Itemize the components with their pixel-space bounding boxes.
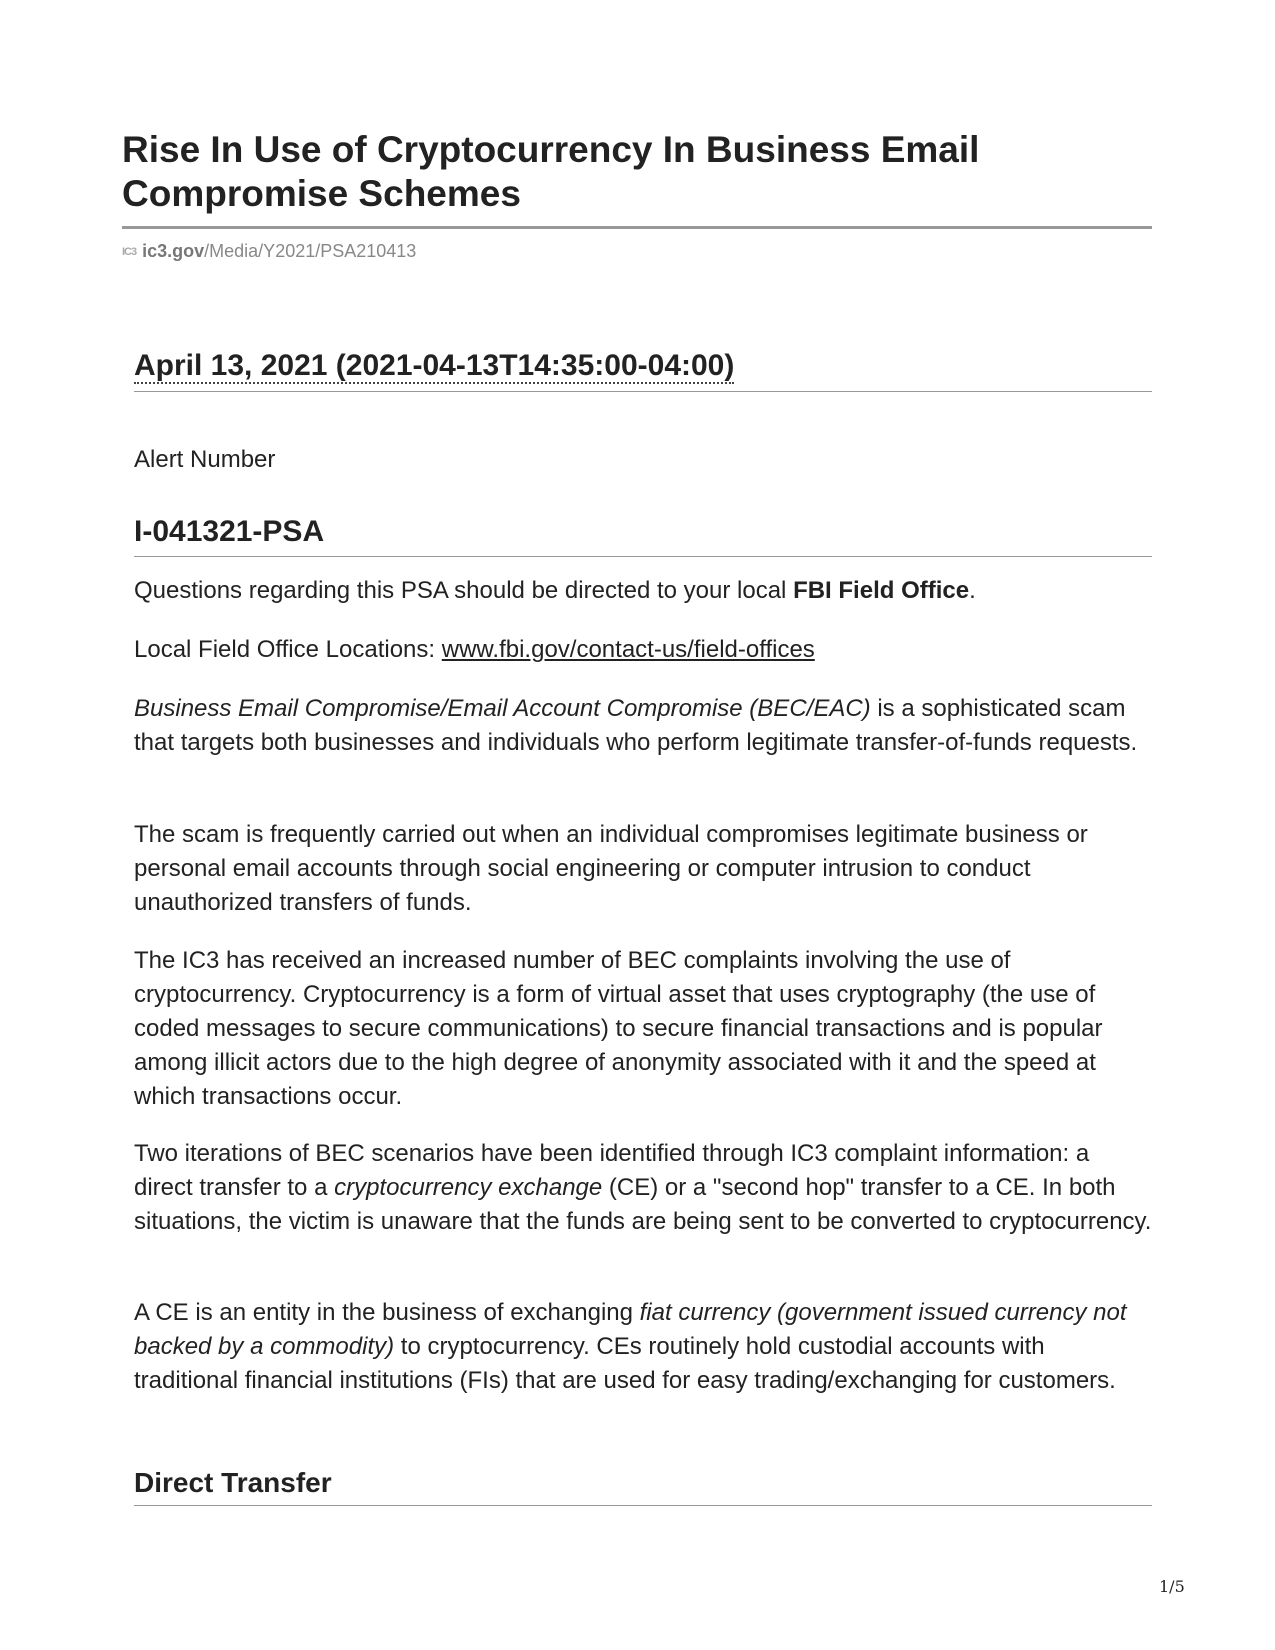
source-domain[interactable]: ic3.gov: [142, 241, 205, 261]
locations-text: Local Field Office Locations:: [134, 636, 442, 663]
questions-paragraph: [134, 574, 1152, 608]
questions-period: .: [969, 577, 976, 604]
iterations-paragraph: [134, 1137, 1152, 1239]
direct-transfer-divider: [134, 1505, 1152, 1506]
direct-transfer-heading: Direct Transfer: [134, 1467, 332, 1498]
alert-number-label: Alert Number: [134, 446, 276, 473]
date-divider: [134, 391, 1152, 392]
fbi-field-office-text: FBI Field Office: [793, 577, 970, 604]
field-offices-link[interactable]: www.fbi.gov/contact-us/field-offices: [441, 636, 815, 663]
ce-text: A CE is an entity in the business of exchanging: [134, 1299, 640, 1326]
article-title: Rise In Use of Cryptocurrency In Business Email Compromise Schemes: [122, 129, 980, 214]
scam-paragraph: The scam is frequently carried out when an individual compromises legitimate business or personal email accounts through social engineering or computer intrusion to conduct unauthorized transfers of funds.: [134, 821, 1088, 916]
iterations-text-end: (CE) or a "second hop" transfer to a CE. In both situations, the victim is unaware that the funds are being sent to be converted to cryptocurrency.: [134, 1174, 1152, 1235]
cryptocurrency-exchange-term: cryptocurrency exchange: [334, 1174, 603, 1201]
source-line: [122, 241, 416, 262]
bec-definition-paragraph: [134, 692, 1152, 760]
date-heading: [134, 349, 734, 383]
fiat-currency-term: fiat currency (government issued currency not backed by a commodity): [134, 1299, 1127, 1360]
questions-text: Questions regarding this PSA should be directed to your local: [134, 577, 794, 604]
locations-paragraph: [134, 633, 1152, 667]
date-abbr: April 13, 2021 (2021-04-13T14:35:00-04:00): [134, 349, 735, 382]
alert-divider: [134, 556, 1152, 557]
ic3-favicon-icon: IC3: [122, 245, 137, 258]
bec-term: Business Email Compromise/Email Account Compromise (BEC/EAC): [134, 695, 871, 722]
title-divider: [122, 226, 1152, 229]
source-path[interactable]: /Media/Y2021/PSA210413: [204, 241, 417, 261]
ce-text-end: to cryptocurrency. CEs routinely hold custodial accounts with traditional financial institutions (FIs) that are used for easy trading/exchanging for customers.: [134, 1333, 1116, 1394]
bec-definition-text: is a sophisticated scam that targets both businesses and individuals who perform legitimate transfer-of-funds requests.: [134, 695, 1138, 756]
alert-number: I-041321-PSA: [134, 515, 325, 548]
ic3-paragraph: The IC3 has received an increased number of BEC complaints involving the use of cryptocurrency. Cryptocurrency is a form of virtual asset that uses cryptography (the use of coded messages to secure communications) to secure financial transactions and is popular among illicit actors due to the high degree of anonymity associated with it and the speed at which transactions occur.: [134, 947, 1103, 1110]
ce-definition-paragraph: [134, 1296, 1152, 1398]
page-number: 1/5: [1159, 1577, 1185, 1596]
iterations-text: Two iterations of BEC scenarios have been identified through IC3 complaint information: a direct transfer to a: [134, 1140, 1090, 1201]
